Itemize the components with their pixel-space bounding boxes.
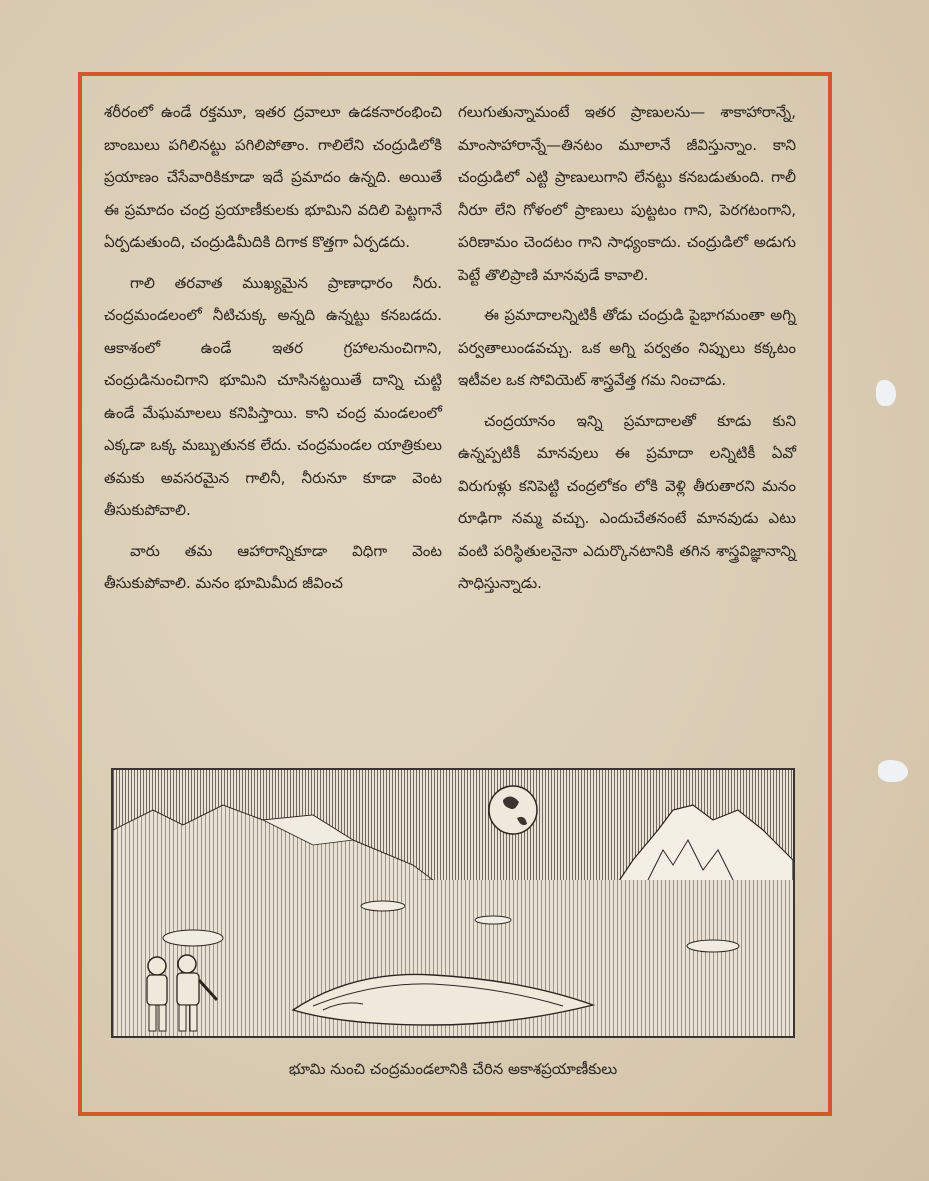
left-column [104,96,442,608]
paper-damage [876,380,896,406]
paragraph: గాలి తరవాత ముఖ్యమైన ప్రాణాధారం నీరు. చంద్రమండలంలో నీటిచుక్క అన్నది ఉన్నట్టు కనబడదు. ఆకాశంలో ఉండే ఇతర గ్రహాలనుంచిగాని, చంద్రుడినుంచిగాని భూమిని చూసినట్టయితే దాన్ని చుట్టి ఉండే మేఘమాలలు కనిపిస్తాయి. కాని చంద్ర మండలంలో ఎక్కడా ఒక్క మబ్బుతునక లేదు. చంద్రమండల యాత్రికులు తమకు అవసరమైన గాలినీ, నీరునూ కూడా వెంట తీసుకుపోవాలి. [104,273,442,519]
paragraph: శరీరంలో ఉండే రక్తమూ, ఇతర ద్రవాలూ ఉడకనారంభించి బాంబులు పగిలినట్టు పగిలిపోతాం. గాలిలేని చంద్రుడిలోకి ప్రయాణం చేసేవారికికూడా ఇదే ప్రమాదం ఉన్నది. అయితే ఈ ప్రమాదం చంద్ర ప్రయాణీకులకు భూమిని వదిలి పెట్టగానే ఏర్పడుతుంది, చంద్రుడిమీదికి దిగాక కొత్తగా ఏర్పడదు. [104,103,442,251]
paragraph: వారు తమ ఆహారాన్నికూడా విధిగా వెంట తీసుకుపోవాలి. మనం భూమిమీద జీవించ [104,541,442,592]
moon-landscape-illustration [111,768,795,1038]
right-column [458,96,796,608]
paragraph: చంద్రయానం ఇన్ని ప్రమాదాలతో కూడు కుని ఉన్నప్పటికీ మానవులు ఈ ప్రమాదా లన్నిటికీ ఏవో విరుగుళ్లు కనిపెట్టి చంద్రలోకం లోకి వెళ్లి తీరుతారని మనం రూఢిగా నమ్మ వచ్చు. ఎందుచేతనంటే మానవుడు ఎటు వంటి పరిస్థితులనైనా ఎదుర్కొనటానికి తగిన శాస్త్రవిజ్ఞానాన్ని సాధిస్తున్నాడు. [458,411,796,592]
paragraph: గలుగుతున్నామంటే ఇతర ప్రాణులను— శాకాహారాన్నే, మాంసాహారాన్నే—తినటం మూలానే జీవిస్తున్నాం. కాని చంద్రుడిలో ఎట్టి ప్రాణులుగాని లేనట్టు కనబడుతుంది. గాలీ నీరూ లేని గోళంలో ప్రాణులు పుట్టటం గాని, పెరగటంగాని, పరిణామం చెందటం గాని సాధ్యంకాదు. చంద్రుడిలో అడుగు పెట్టే తొలిప్రాణి మానవుడే కావాలి. [458,103,796,284]
paper-damage [878,760,908,782]
illustration-caption: భూమి నుంచి చంద్రమండలానికి చేరిన అకాశప్రయాణీకులు [288,1060,618,1078]
paragraph: ఈ ప్రమాదాలన్నిటికీ తోడు చంద్రుడి పైభాగమంతా అగ్ని పర్వతాలుండవచ్చు. ఒక అగ్ని పర్వతం నిప్పులు కక్కటం ఇటీవల ఒక సోవియెట్ శాస్త్రవేత్త గమ నించాడు. [458,306,796,389]
